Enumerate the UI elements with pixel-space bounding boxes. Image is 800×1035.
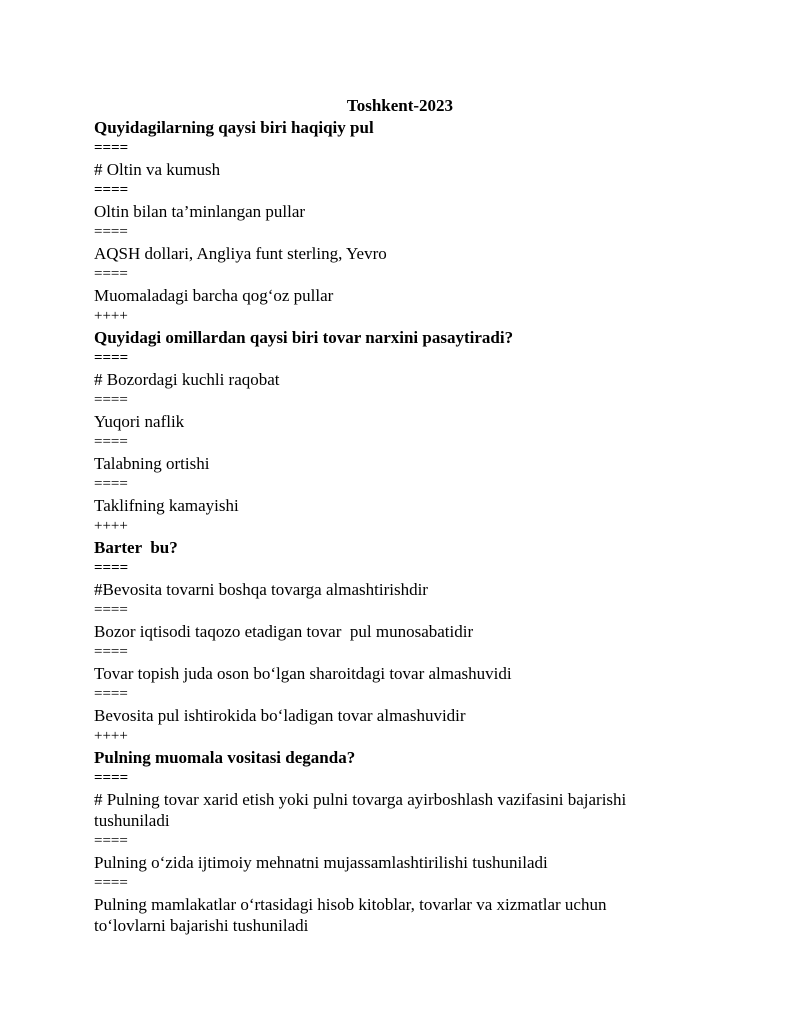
- option-separator: ====: [94, 833, 128, 849]
- option-text: AQSH dollari, Angliya funt sterling, Yevro: [94, 244, 387, 263]
- option-text: Bevosita pul ishtirokida bo‘ladigan tovar almashuvidir: [94, 706, 466, 725]
- question-block: [94, 537, 674, 747]
- option-separator: ====: [94, 182, 129, 198]
- option-text: Talabning ortishi: [94, 454, 210, 473]
- option-text: Bozor iqtisodi taqozo etadigan tovar pul munosabatidir: [94, 622, 474, 641]
- question-end-marker: ++++: [94, 728, 128, 744]
- option-text: Yuqori naflik: [94, 412, 185, 431]
- option-text: Pulning mamlakatlar o‘rtasidagi hisob kitoblar, tovarlar va xizmatlar uchun to‘lovlarni bajarishi tushuniladi: [94, 895, 611, 935]
- option-separator: ====: [94, 266, 128, 282]
- question-text: Pulning muomala vositasi deganda?: [94, 748, 356, 767]
- option-separator: ====: [94, 476, 128, 492]
- option-text: # Oltin va kumush: [94, 160, 221, 179]
- option-separator: ====: [94, 644, 128, 660]
- option-separator: ====: [94, 770, 129, 786]
- option-separator: ====: [94, 560, 129, 576]
- option-separator: ====: [94, 434, 128, 450]
- option-separator: ====: [94, 602, 128, 618]
- option-text: Oltin bilan ta’minlangan pullar: [94, 202, 306, 221]
- question-text: Quyidagilarning qaysi biri haqiqiy pul: [94, 118, 374, 137]
- option-separator: ====: [94, 686, 128, 702]
- option-text: #Bevosita tovarni boshqa tovarga almashtirishdir: [94, 580, 428, 599]
- option-separator: ====: [94, 224, 128, 240]
- question-end-marker: ++++: [94, 308, 128, 324]
- option-separator: ====: [94, 350, 129, 366]
- option-text: Pulning o‘zida ijtimoiy mehnatni mujassamlashtirilishi tushuniladi: [94, 853, 548, 872]
- option-text: # Bozordagi kuchli raqobat: [94, 370, 280, 389]
- question-block: [94, 117, 674, 327]
- question-end-marker: ++++: [94, 518, 128, 534]
- questions-content: [94, 117, 674, 936]
- question-text: Quyidagi omillardan qaysi biri tovar narxini pasaytiradi?: [94, 328, 514, 347]
- option-text: Muomaladagi barcha qog‘oz pullar: [94, 286, 334, 305]
- option-text: Taklifning kamayishi: [94, 496, 239, 515]
- option-separator: ====: [94, 875, 128, 891]
- option-text: Tovar topish juda oson bo‘lgan sharoitdagi tovar almashuvidi: [94, 664, 512, 683]
- option-separator: ====: [94, 140, 129, 156]
- question-text: Barter bu?: [94, 538, 178, 557]
- question-block: [94, 327, 674, 537]
- question-block: [94, 747, 674, 936]
- option-separator: ====: [94, 392, 128, 408]
- option-text: # Pulning tovar xarid etish yoki pulni tovarga ayirboshlash vazifasini bajarishi tushuniladi: [94, 790, 631, 830]
- document-title: Toshkent-2023: [346, 96, 454, 115]
